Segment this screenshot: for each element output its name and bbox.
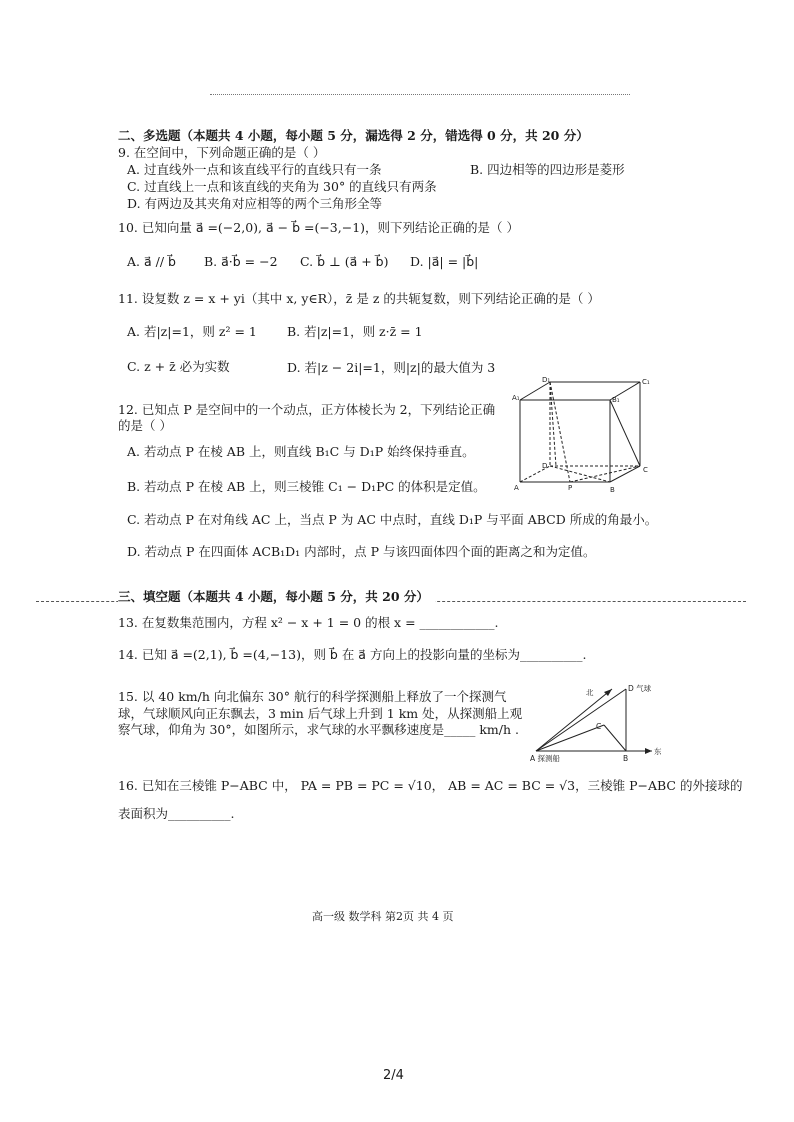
label-c1: C₁ xyxy=(642,378,650,386)
section2-header: 二、多选题（本题共 4 小题，每小题 5 分，漏选得 2 分，错选得 0 分，共 20 分） xyxy=(118,128,589,143)
q12-stem-line1: 12. 已知点 P 是空间中的一个动点，正方体棱长为 2，下列结论正确 xyxy=(118,402,496,417)
q15-line1: 15. 以 40 km/h 向北偏东 30° 航行的科学探测船上释放了一个探测气 xyxy=(118,689,507,704)
label-c: C xyxy=(643,466,648,474)
q12-option-c: C. 若动点 P 在对角线 AC 上，当点 P 为 AC 中点时，直线 D₁P 与平面 ABCD 所成的角最小。 xyxy=(127,512,658,527)
sight-line xyxy=(536,689,626,751)
label-d: D xyxy=(542,462,548,470)
q9-stem: 9. 在空间中，下列命题正确的是（ ） xyxy=(118,145,326,160)
q11-option-c: C. z + z̄ 必为实数 xyxy=(127,359,230,374)
cube-edge xyxy=(610,466,640,482)
label-a: A xyxy=(514,484,519,492)
q16-line1: 16. 已知在三棱锥 P−ABC 中， PA = PB = PC = √10， AB = AC = BC = √3，三棱锥 P−ABC 的外接球的 xyxy=(118,778,743,793)
east-arrow-head xyxy=(645,748,652,754)
label-b-point: B xyxy=(623,754,629,763)
q10-option-c: C. b⃗ ⊥ (a⃗ + b⃗) xyxy=(300,254,389,269)
q12-option-d: D. 若动点 P 在四面体 ACB₁D₁ 内部时，点 P 与该四面体四个面的距离之和为定值。 xyxy=(127,544,596,559)
q11-option-a: A. 若|z|=1，则 z² = 1 xyxy=(127,324,257,339)
q16-line2: 表面积为__________. xyxy=(118,806,235,821)
cube-edge xyxy=(520,382,550,400)
page-footer: 高一级 数学科 第2页 共 4 页 xyxy=(312,910,454,923)
q12-option-b: B. 若动点 P 在棱 AB 上，则三棱锥 C₁ − D₁PC 的体积是定值。 xyxy=(127,479,486,494)
q10-stem: 10. 已知向量 a⃗ =(−2,0), a⃗ − b⃗ =(−3,−1)，则下列结论正确的是（ ） xyxy=(118,220,520,235)
scan-top-line xyxy=(210,94,630,95)
label-b1: B₁ xyxy=(612,396,620,404)
label-ship-a: A 探测船 xyxy=(530,754,561,763)
cube-diagonal xyxy=(610,400,640,466)
q14-text: 14. 已知 a⃗ =(2,1), b⃗ =(4,−13)，则 b⃗ 在 a⃗ 方向上的投影向量的坐标为__________. xyxy=(118,647,587,662)
q10-option-d: D. |a⃗| = |b⃗| xyxy=(410,254,479,269)
label-p: P xyxy=(568,484,573,492)
q9-option-c: C. 过直线上一点和该直线的夹角为 30° 的直线只有两条 xyxy=(127,179,437,194)
q9-option-d: D. 有两边及其夹角对应相等的两个三角形全等 xyxy=(127,196,383,211)
q10-option-a: A. a⃗ // b⃗ xyxy=(127,254,176,269)
q12-stem-line2: 的是（ ） xyxy=(118,418,172,433)
page-indicator: 2/4 xyxy=(383,1068,404,1083)
label-north: 北 xyxy=(586,688,594,697)
cube-figure xyxy=(512,376,662,494)
cube-hidden-line xyxy=(550,382,570,482)
q12-option-a: A. 若动点 P 在棱 AB 上，则直线 B₁C 与 D₁P 始终保持垂直。 xyxy=(127,444,475,459)
label-balloon-d: D 气球 xyxy=(628,684,652,693)
label-a1: A₁ xyxy=(512,394,520,402)
section3-header: 三、填空题（本题共 4 小题，每小题 5 分，共 20 分） xyxy=(118,589,435,605)
q15-line2: 球，气球顺风向正东飘去，3 min 后气球上升到 1 km 处，从探测船上观 xyxy=(118,706,523,721)
q11-option-d: D. 若|z − 2i|=1，则|z|的最大值为 3 xyxy=(287,360,496,375)
q9-option-a: A. 过直线外一点和该直线平行的直线只有一条 xyxy=(127,162,382,177)
ground-line xyxy=(536,725,604,751)
north-east-line xyxy=(536,689,612,751)
label-d1: D₁ xyxy=(542,376,551,384)
label-c-point: C xyxy=(596,722,602,731)
q9-option-b: B. 四边相等的四边形是菱形 xyxy=(470,162,625,177)
q15-line3: 察气球，仰角为 30°，如图所示，求气球的水平飘移速度是_____ km/h . xyxy=(118,722,519,737)
balloon-figure xyxy=(528,683,668,763)
label-b: B xyxy=(610,486,615,494)
ground-line xyxy=(604,725,626,751)
q11-option-b: B. 若|z|=1，则 z·z̄ = 1 xyxy=(287,324,423,339)
q10-option-b: B. a⃗·b⃗ = −2 xyxy=(204,254,278,269)
q13-text: 13. 在复数集范围内，方程 x² − x + 1 = 0 的根 x = ____________. xyxy=(118,615,499,630)
q11-stem: 11. 设复数 z = x + yi（其中 x, y∈R），z̄ 是 z 的共轭复数，则下列结论正确的是（ ） xyxy=(118,291,600,306)
label-east: 东 xyxy=(654,747,662,756)
